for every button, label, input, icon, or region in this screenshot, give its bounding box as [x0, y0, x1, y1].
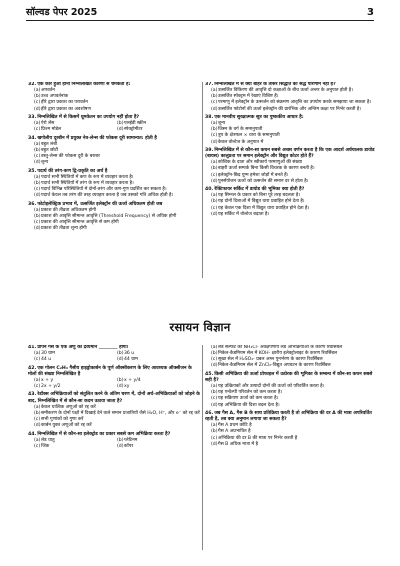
question-block — [28, 202, 200, 235]
question-number: 46. — [205, 410, 214, 416]
option-text: यह केवल एक दिशा में विद्युत धारा प्रवाहित होने देता है। — [218, 205, 310, 211]
option-text: प्रकाश की आवृत्ति सीमान्त आवृत्ति से कम होगी — [41, 220, 119, 226]
option-letter: (c) — [34, 357, 41, 363]
option-letter: (d) — [117, 384, 124, 390]
question-stem: निम्नलिखित में से कौन-सा कथन सबसे अच्छा वर्णन करता है कि एक आदर्श अर्धचालक डायोड (बायस) कालुप्रता पर समान इलेक्ट्रॉन और विद्युत कोटर होते हैं? — [205, 147, 375, 160]
option-letter: (c) — [34, 220, 41, 226]
question-number: 40. — [205, 187, 214, 193]
column-right-physics — [205, 82, 377, 278]
option-letter: (b) — [211, 166, 218, 172]
option-text: यह दोनों दिशाओं में विद्युत धारा प्रवाहित होने देता है। — [218, 199, 305, 205]
option-letter: (c) — [34, 127, 41, 133]
option-item — [117, 127, 200, 133]
option-text: लेड धातु — [41, 437, 55, 443]
question-block — [205, 411, 377, 450]
question-number: 41. — [28, 345, 37, 350]
option-letter: (b) — [117, 377, 124, 383]
option-item — [34, 384, 117, 390]
option-text: केवल वोल्टेज के अनुपात में — [218, 139, 264, 145]
option-text: इलेक्ट्रॉन-छिद्र युग्म हमेशा जोड़ों में बनते हैं। — [218, 172, 289, 178]
option-letter: (a) — [211, 384, 218, 390]
option-text: जिस्म के वर्ग के समानुपाती — [218, 127, 263, 133]
option-text: बहुत छोटी — [41, 147, 59, 153]
question-block — [28, 432, 200, 453]
options-list — [28, 175, 200, 200]
option-letter: (d) — [34, 423, 41, 429]
options-list — [28, 121, 200, 133]
option-letter: (d) — [34, 106, 41, 112]
option-letter: (c) — [34, 187, 41, 193]
question-number: 36. — [28, 201, 37, 207]
question-text — [205, 148, 377, 160]
options-list — [28, 405, 200, 430]
option-text: xy — [124, 384, 130, 390]
option-letter: (c) — [211, 172, 218, 178]
option-letter: (d) — [211, 211, 218, 217]
option-letter: (b) — [211, 390, 218, 396]
question-block — [205, 187, 377, 220]
option-letter: (a) — [211, 160, 218, 166]
option-text: यह सिग्नल के प्रकार को बिना पूरे तरह बदलता है। — [218, 193, 301, 199]
options-list — [205, 88, 377, 113]
option-letter: (b) — [211, 351, 218, 357]
option-text: उच्च अपवर्तनांक — [41, 94, 69, 100]
option-letter: (a) — [34, 88, 41, 94]
option-text: यह उत्क्रियकों और उत्पादों दोनों की ऊर्जा को परिवर्तित करता है। — [218, 384, 325, 390]
question-block — [205, 345, 377, 372]
question-block — [28, 345, 200, 366]
option-letter: (a) — [34, 141, 41, 147]
option-text: 2x + y/2 — [41, 384, 61, 390]
question-stem: रेडॉक्स अभिक्रियाओं को संतुलित करने के अंतिम चरण में, दोनों अर्ध-अभिक्रियाओं को जोड़ने के बाद, निम्नलिखित में से कौन-सा कदम उठाया जाता है? — [28, 392, 200, 404]
question-stem: निम्नलिखित में से कौन-सा इलेक्ट्रोड का प्रकार सबसे कम अभिक्रिया करता है? — [37, 431, 171, 437]
option-text: उत्सर्जित विकिरण की आवृत्ति दो कक्षाओं के बीच ऊर्जा अन्तर के अनुपात होती है। — [218, 88, 353, 94]
option-item — [34, 357, 117, 363]
question-number: 44. — [28, 431, 37, 437]
option-letter: (d) — [34, 226, 41, 232]
question-number: 37. — [205, 82, 214, 87]
question-number: 34. — [28, 135, 37, 141]
question-number: 33. — [28, 114, 37, 120]
question-number: 39. — [205, 147, 214, 153]
question-stem: निम्नलिखित में से क्या बोहर के तीसरे सिद्धांत का सैद्ध परिणाम नहीं है? — [214, 82, 336, 87]
question-stem: एक गोलन C₂H₄ गैसीय हाइड्रोकार्बन के पूर्ण ऑक्सीकरण के लिए आवश्यक ऑक्सीजन के मोलों की संख्या निम्नलिखित है — [28, 365, 192, 377]
options-list — [28, 208, 200, 233]
question-block — [28, 82, 200, 115]
question-stem: जब गैस A, गैस B के साथ प्रतिक्रिया करती है तो अभिक्रिया की दर A की मात्रा अपरिवर्तित रहती है, तब क्या अनुमान लगाया जा सकता है? — [205, 410, 372, 423]
option-text: प्लेटिनम — [124, 437, 138, 443]
option-text: पदार्थ सभी स्थितियों में कण के रूप में व्यवहार करता है। — [41, 174, 134, 180]
question-block — [205, 82, 377, 115]
question-stem: निम्नलिखित में से किसमें धूमकेतन का उपयोग नहीं होता है? — [37, 114, 140, 120]
option-letter: (a) — [34, 404, 41, 410]
column-right-chemistry — [205, 345, 377, 550]
option-text: बहुत लंबी — [41, 141, 58, 147]
option-item — [34, 444, 117, 450]
option-text: यह एन्थैल्पी परिवर्तन को कम करता है। — [218, 390, 283, 396]
options-list — [28, 438, 200, 450]
column-divider-bottom — [202, 345, 203, 550]
option-text: पदार्थ केवल तब तरंग की तरह व्यवहार करता है जब उसको गति अधिक होती है। — [41, 193, 174, 199]
option-letter: (a) — [211, 345, 218, 350]
option-text: सूखा सेल में H₂SO₄- प्रबल अम्ल पुनर्भरण के कारण रिवर्सिबल — [218, 357, 323, 363]
options-list — [28, 142, 200, 167]
option-letter: (c) — [211, 396, 218, 402]
page-number: 3 — [367, 7, 374, 18]
question-block — [28, 392, 200, 431]
question-stem: किसी अभिक्रिया की ऊर्जा प्रोफाइल में उत्प्रेरक की भूमिका के सम्बन्ध में कौन-सा कथन सबसे सही है? — [205, 371, 373, 383]
question-block — [205, 372, 377, 411]
option-text: यह सक्रियण ऊर्जा को कम करता है। — [218, 396, 279, 402]
question-stem: एक मानवीय सुरक्षात्मक सूत्र का पुष्ककीय आधार है: — [214, 114, 304, 120]
option-letter: (a) — [34, 377, 41, 383]
option-letter: (c) — [211, 435, 218, 441]
options-list — [205, 423, 377, 448]
option-letter: (a) — [34, 437, 41, 443]
option-text: गैस A अप्रभावित है — [218, 429, 251, 435]
question-text — [205, 372, 377, 384]
option-letter: (d) — [211, 402, 218, 408]
option-text: कॉपर — [124, 443, 134, 449]
option-text: निकेल-कैडमियम सेल में ZnCl₂-विद्युत अपघटन के कारण रिवर्सिबल — [218, 363, 331, 369]
section-title-text: रसायन विज्ञान — [169, 320, 231, 334]
question-block — [205, 148, 377, 187]
option-letter: (a) — [34, 351, 41, 357]
option-letter: (a) — [211, 193, 218, 199]
option-text: x + y/4 — [124, 377, 141, 383]
question-number: 35. — [28, 168, 37, 174]
option-letter: (b) — [117, 351, 124, 357]
option-letter: (b) — [211, 127, 218, 133]
question-stem: खगोलीय दूरबीन में प्रयुक्त नेत्र-लेन्स की फोकस दूरी सामान्यत: होती है — [37, 135, 157, 141]
question-number: 42. — [28, 365, 37, 371]
options-list — [28, 378, 200, 390]
question-block — [28, 169, 200, 202]
options-list — [205, 345, 377, 370]
option-text: समीकरण के दोनों पक्षों में दिखाई देने वाले समान प्रजातियों जैसे H₂O, H⁺, और e⁻ को रद्द करें — [41, 410, 200, 416]
option-letter: (c) — [211, 133, 218, 139]
spacer — [205, 218, 377, 220]
question-stem: रेक्टिफायर सर्किट में डायोड की भूमिका क्या होती है? — [214, 187, 305, 193]
option-letter: (c) — [34, 417, 41, 423]
option-letter: (c) — [34, 443, 41, 449]
option-text: निकेल-कैडमियम सेल में KOH- क्षारीय इलेक्ट्रोलाइट के कारण रिवर्सिबल — [218, 351, 338, 357]
question-text — [28, 366, 200, 378]
option-letter: (d) — [211, 106, 218, 112]
option-text: जिंक — [41, 443, 50, 449]
option-text: ऐरो लेंस — [41, 121, 55, 127]
option-text: अभिक्रिया की दर B की मात्रा पर निर्भर करती है — [218, 435, 298, 441]
option-letter: (a) — [211, 88, 218, 94]
option-text: उत्सर्जित फोटोनों की ऊर्जा इलेक्ट्रॉन की प्रारंभिक और अन्तिम कक्षा पर निर्भर करती है। — [218, 106, 362, 112]
column-divider-top — [202, 82, 203, 278]
option-text: पुनर्संयोजन ऊर्जा को उत्सर्जन की समान दर से होता है। — [218, 178, 309, 184]
question-number: 43. — [28, 392, 37, 398]
option-letter: (c) — [34, 100, 41, 106]
question-block — [28, 136, 200, 169]
options-list — [205, 384, 377, 409]
options-list — [28, 351, 200, 363]
question-number: 45. — [205, 371, 214, 377]
option-letter: (d) — [34, 160, 41, 166]
option-letter: (d) — [117, 127, 124, 133]
question-block — [205, 115, 377, 148]
option-text: अपवर्तन — [41, 88, 55, 94]
option-letter: (c) — [34, 154, 41, 160]
option-letter: (b) — [34, 410, 41, 416]
option-letter: (b) — [211, 94, 218, 100]
question-stem: फोटोइलेक्ट्रिक प्रभाव में, उत्सर्जित इलेक्ट्रॉन की ऊर्जा अधिकतम होती जब — [37, 201, 163, 207]
option-text: प्रकाश की तीव्रता शून्य होगी — [41, 226, 87, 232]
question-block — [28, 115, 200, 136]
option-text: कार्बन युक्त अणुओं को रद्द करें — [41, 423, 92, 429]
option-text: बाहरी ऊर्जा सम्पर्क बिना किसी विचरक के कारण बनती है। — [218, 166, 315, 172]
option-item — [117, 444, 200, 450]
option-text: 30 ग्राम — [41, 351, 55, 357]
spacer — [28, 232, 200, 234]
option-letter: (b) — [34, 147, 41, 153]
option-letter: (c) — [211, 100, 218, 106]
option-text: पदार्थ सभी स्थितियों में तरंग के रूप में व्यवहार करता है। — [41, 180, 134, 186]
option-text: प्रकाश की तीव्रता अधिकतम होगी — [41, 207, 97, 213]
spacer — [28, 450, 200, 452]
option-text: कोशिक के दाता और स्वीकार्य परमाणुओं की संख्या — [218, 160, 303, 166]
option-text: स्पेक्ट्रोमीटर — [124, 127, 143, 133]
option-letter: (d) — [211, 441, 218, 447]
option-text: शून्य — [41, 160, 49, 166]
option-letter: (b) — [211, 429, 218, 435]
option-letter: (d) — [211, 178, 218, 184]
option-text: यह सर्किट में वोल्टेज बढ़ाता है। — [218, 211, 270, 217]
option-text: 36 u — [124, 351, 135, 357]
option-text: परमाणु में इलेक्ट्रॉन के उत्सर्जन को संक्रमण आवृत्ति का उपयोग करके समझाया जा सकता है। — [218, 100, 372, 106]
option-text: लेड सल्फेट का NH₄Cl- अवक्षेपणीय लेड अभिक्रियाओं के कारण रिवर्सिबल — [218, 345, 343, 350]
option-text: प्रिज्म मोडेल — [41, 127, 62, 133]
question-block — [28, 366, 200, 393]
option-letter: (b) — [34, 94, 41, 100]
question-stem: पदार्थ की तरंग-कण द्वि-प्रकृति का अर्थ है — [37, 168, 108, 174]
option-letter: (a) — [34, 121, 41, 127]
option-item — [205, 107, 377, 113]
option-letter: (c) — [211, 205, 218, 211]
column-left-chemistry — [28, 345, 200, 550]
option-letter: (d) — [117, 357, 124, 363]
option-text: गैस B अधिक मात्रा में है — [218, 441, 259, 447]
column-left-physics — [28, 82, 200, 278]
option-letter: (a) — [211, 423, 218, 429]
option-letter: (d) — [211, 363, 218, 369]
page-header — [26, 3, 374, 21]
option-item — [117, 384, 200, 390]
option-text: शून्य — [218, 121, 226, 127]
option-text: यह अभिक्रिया की दिशा बदल देता है। — [218, 402, 280, 408]
option-letter: (a) — [211, 121, 218, 127]
question-text — [28, 392, 200, 404]
question-number: 32. — [28, 82, 37, 87]
question-number: 38. — [205, 114, 214, 120]
option-text: उत्सर्जित स्पेक्ट्रम में रेखाएं विशिष्ट हैं। — [218, 94, 279, 100]
option-text: त्रुय के क्षेत्रफल × धारा के समानुपाती — [218, 133, 280, 139]
option-text: हीरे द्वारा प्रकाश का परावर्तन — [41, 100, 88, 106]
option-letter: (c) — [211, 357, 218, 363]
option-text: गैस A प्रथम कोटि है — [218, 423, 252, 429]
option-letter: (b) — [117, 437, 124, 443]
option-text: हीरे द्वारा प्रकाश का अवशोषण — [41, 106, 91, 112]
spacer — [205, 448, 377, 450]
option-text: सभी गुणांकों को गुणा करें — [41, 417, 84, 423]
question-stem: प्रोपेन गैस के एक अणु का द्रव्यमान ________ होगा। — [37, 345, 129, 350]
option-text: 44 ग्राम — [124, 357, 138, 363]
option-letter: (b) — [117, 121, 124, 127]
section-title — [0, 320, 400, 335]
option-item — [34, 127, 117, 133]
option-letter: (a) — [34, 207, 41, 213]
option-letter: (d) — [211, 139, 218, 145]
option-text: एलईडी स्क्रीन — [124, 121, 147, 127]
options-list — [205, 193, 377, 218]
option-letter: (d) — [117, 443, 124, 449]
option-letter: (c) — [34, 384, 41, 390]
options-list — [28, 88, 200, 113]
option-text: केवल धात्विक अणुओं को रद्द करें — [41, 404, 96, 410]
option-text: x + y — [41, 377, 54, 383]
option-letter: (b) — [34, 213, 41, 219]
option-text: वस्तु-लेन्स की फोकस दूरी के बराबर — [41, 154, 100, 160]
option-letter: (b) — [34, 180, 41, 186]
question-text — [205, 411, 377, 423]
option-text: 44 u — [41, 357, 52, 363]
option-letter: (d) — [34, 193, 41, 199]
option-letter: (a) — [34, 174, 41, 180]
header-title: सॉल्वड पेपर 2025 — [26, 7, 98, 18]
options-list — [205, 160, 377, 185]
options-list — [205, 121, 377, 146]
option-letter: (b) — [211, 199, 218, 205]
option-text: प्रकाश की आवृत्ति सीमान्त आवृत्ति (Threshold Frequency) से अधिक होगी — [41, 213, 177, 219]
option-text: पदार्थ विभिन्न परिस्थितियों में दोनों-तरंग और कण-गुण प्रदर्शित कर सकता है। — [41, 187, 167, 193]
question-stem: एक कार हुआ होना निम्नलिखित कारणों से चमकता है: — [37, 82, 131, 87]
option-item — [117, 357, 200, 363]
